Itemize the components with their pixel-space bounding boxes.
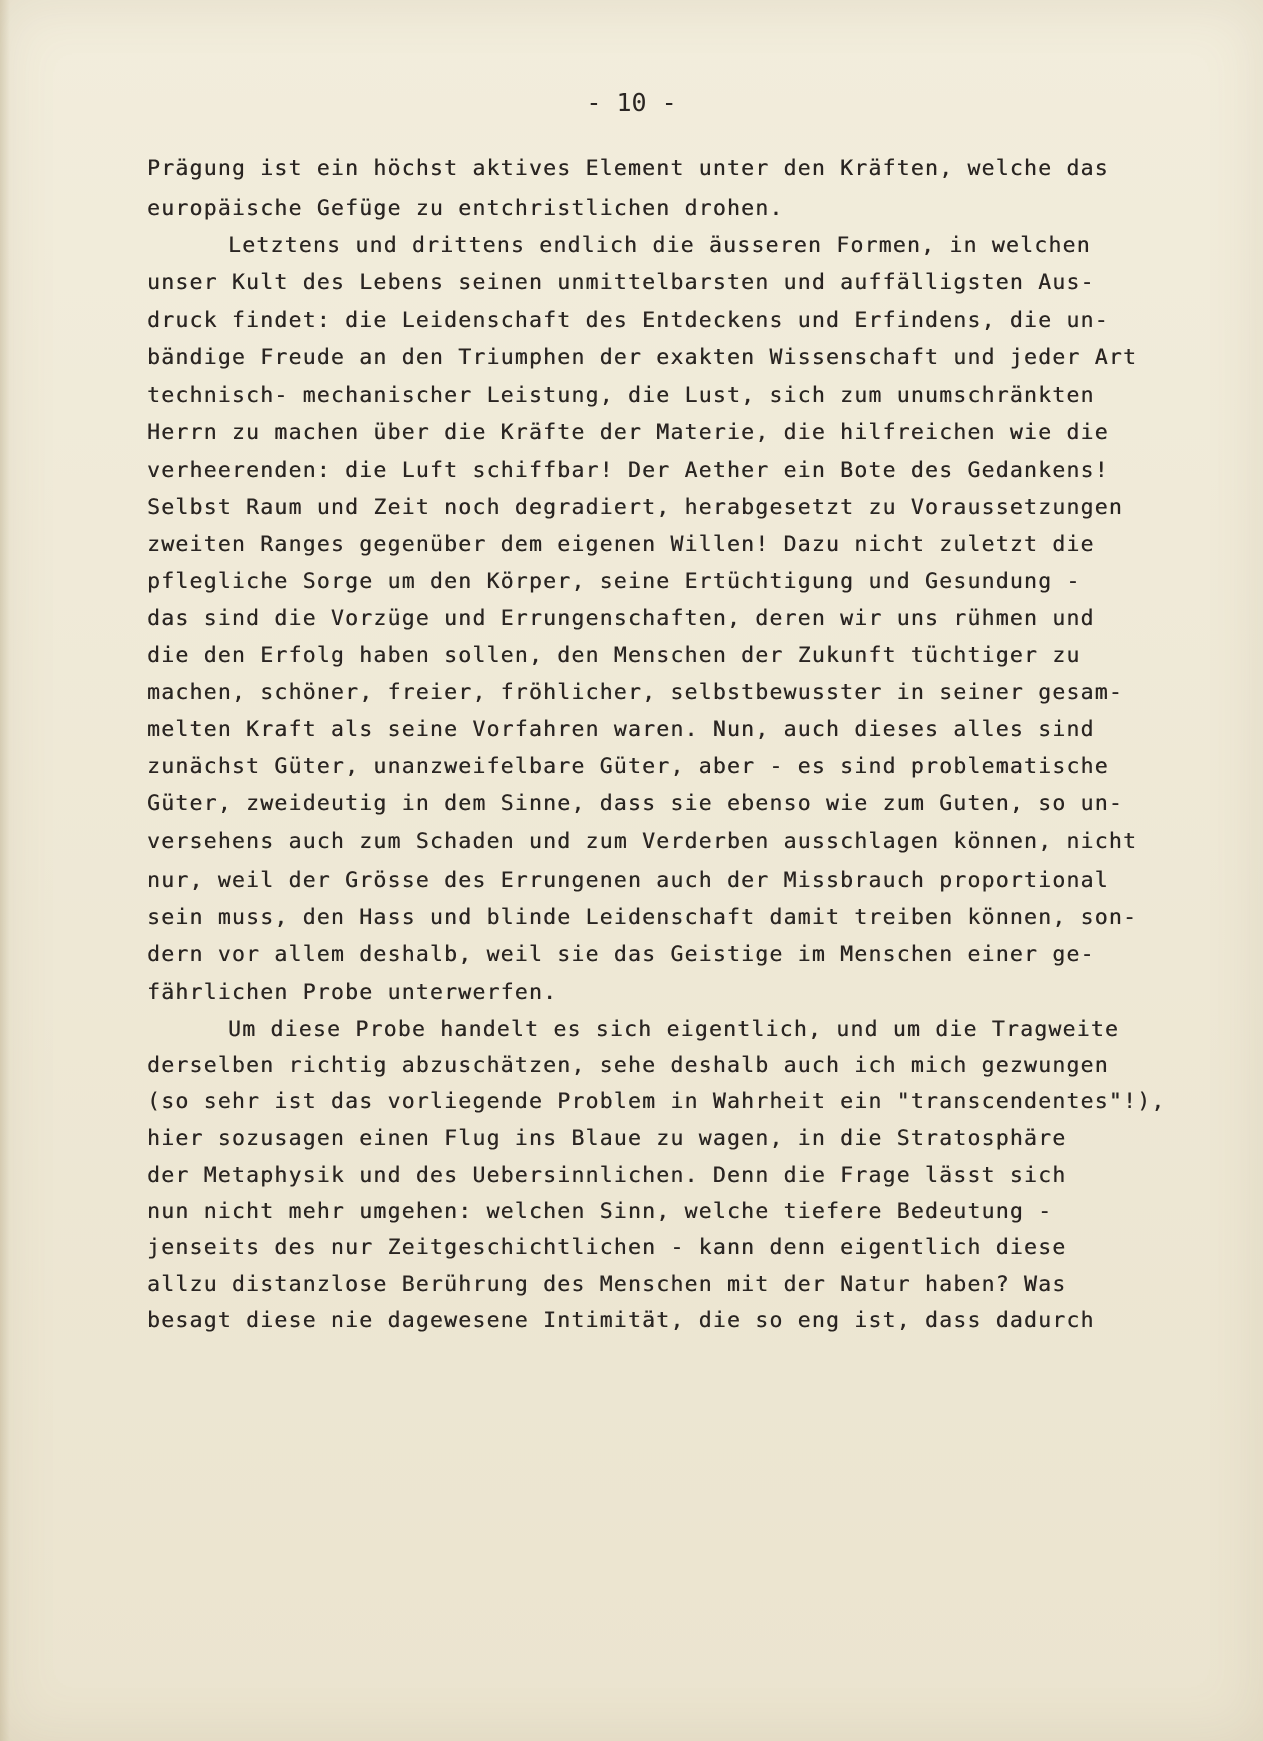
text-line-31: allzu distanzlose Berührung des Menschen mit der Natur haben? Was — [147, 1272, 1067, 1297]
text-line-17: zunächst Güter, unanzweifelbare Güter, aber - es sind problematische — [147, 754, 1109, 779]
text-line-6: bändige Freude an den Triumphen der exakten Wissenschaft und jeder Art — [147, 345, 1138, 370]
page-number: - 10 - — [586, 88, 677, 117]
text-line-5: druck findet: die Leidenschaft des Entdeckens und Erfindens, die un- — [147, 308, 1109, 333]
text-line-3: Letztens und drittens endlich die äusseren Formen, in welchen — [228, 233, 1091, 258]
text-line-23: fährlichen Probe unterwerfen. — [147, 980, 558, 1005]
text-line-19: versehens auch zum Schaden und zum Verderben ausschlagen können, nicht — [147, 829, 1138, 854]
text-line-1: Prägung ist ein höchst aktives Element unter den Kräften, welche das — [147, 156, 1109, 181]
text-line-20: nur, weil der Grösse des Errungenen auch der Missbrauch proportional — [147, 868, 1109, 893]
paper-edge — [0, 0, 10, 1741]
text-line-9: verheerenden: die Luft schiffbar! Der Aether ein Bote des Gedankens! — [147, 458, 1109, 483]
text-line-30: jenseits des nur Zeitgeschichtlichen - kann denn eigentlich diese — [147, 1235, 1067, 1260]
text-line-14: die den Erfolg haben sollen, den Menschen der Zukunft tüchtiger zu — [147, 643, 1081, 668]
text-line-10: Selbst Raum und Zeit noch degradiert, herabgesetzt zu Voraussetzungen — [147, 495, 1123, 520]
text-line-15: machen, schöner, freier, fröhlicher, selbstbewusster in seiner gesam- — [147, 680, 1123, 705]
text-line-22: dern vor allem deshalb, weil sie das Geistige im Menschen einer ge- — [147, 942, 1095, 967]
text-line-16: melten Kraft als seine Vorfahren waren. Nun, auch dieses alles sind — [147, 717, 1095, 742]
text-line-8: Herrn zu machen über die Kräfte der Materie, die hilfreichen wie die — [147, 420, 1109, 445]
text-line-21: sein muss, den Hass und blinde Leidenschaft damit treiben können, son- — [147, 905, 1138, 930]
text-line-25: derselben richtig abzuschätzen, sehe deshalb auch ich mich gezwungen — [147, 1053, 1109, 1078]
text-line-12: pflegliche Sorge um den Körper, seine Ertüchtigung und Gesundung - — [147, 569, 1081, 594]
text-line-2: europäische Gefüge zu entchristlichen drohen. — [147, 196, 784, 221]
text-line-11: zweiten Ranges gegenüber dem eigenen Willen! Dazu nicht zuletzt die — [147, 532, 1095, 557]
text-line-28: der Metaphysik und des Uebersinnlichen. Denn die Frage lässt sich — [147, 1163, 1067, 1188]
text-line-4: unser Kult des Lebens seinen unmittelbarsten und auffälligsten Aus- — [147, 270, 1095, 295]
text-line-27: hier sozusagen einen Flug ins Blaue zu wagen, in die Stratosphäre — [147, 1126, 1067, 1151]
text-line-26: (so sehr ist das vorliegende Problem in Wahrheit ein "transcendentes"!), — [147, 1089, 1166, 1114]
text-line-18: Güter, zweideutig in dem Sinne, dass sie ebenso wie zum Guten, so un- — [147, 791, 1123, 816]
text-line-29: nun nicht mehr umgehen: welchen Sinn, welche tiefere Bedeutung - — [147, 1199, 1053, 1224]
text-line-13: das sind die Vorzüge und Errungenschaften, deren wir uns rühmen und — [147, 606, 1095, 631]
text-line-7: technisch- mechanischer Leistung, die Lust, sich zum unumschränkten — [147, 383, 1095, 408]
text-line-32: besagt diese nie dagewesene Intimität, die so eng ist, dass dadurch — [147, 1308, 1095, 1333]
text-line-24: Um diese Probe handelt es sich eigentlich, und um die Tragweite — [228, 1017, 1120, 1042]
